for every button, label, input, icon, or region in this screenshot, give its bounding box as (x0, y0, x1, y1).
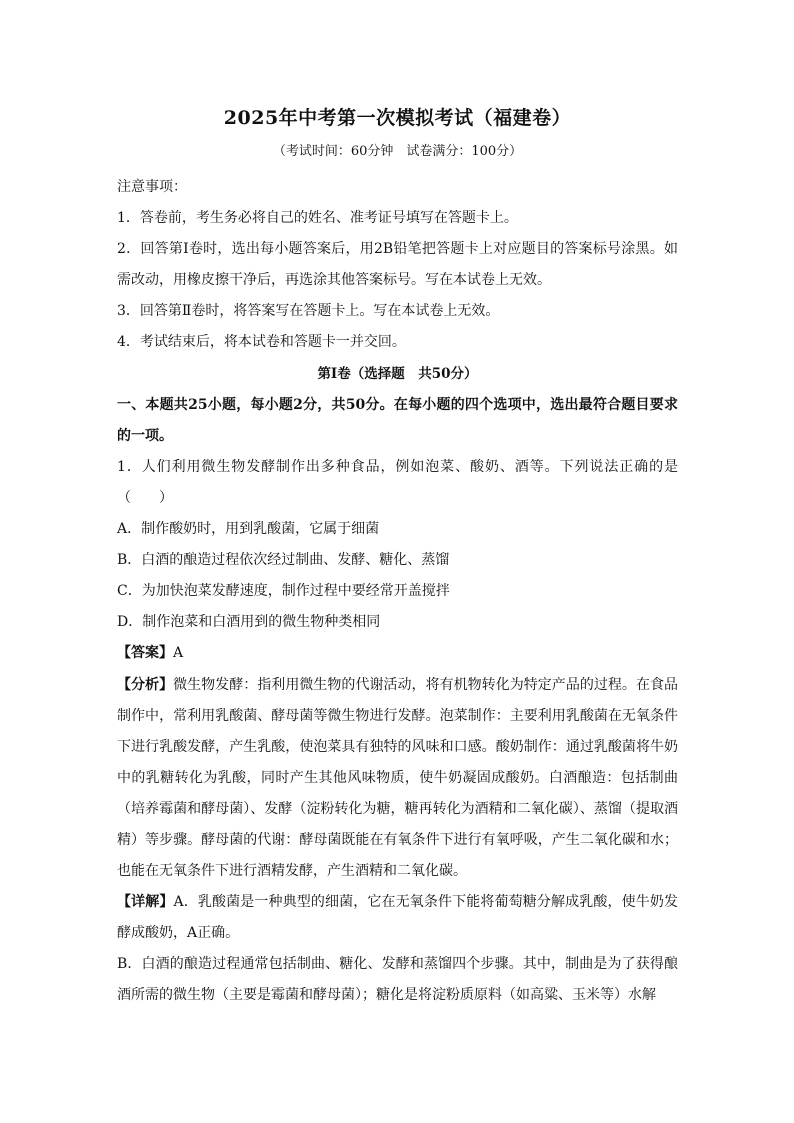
detail-paragraph-a (117, 887, 678, 949)
section-intro: 一、本题共25小题，每小题2分，共50分。在每小题的四个选项中，选出最符合题目要求的一项。 (117, 396, 678, 444)
note-item-3: 3．回答第Ⅱ卷时，将答案写在答题卡上。写在本试卷上无效。 (117, 303, 500, 320)
note-item-4: 4．考试结束后，将本试卷和答题卡一并交回。 (117, 334, 406, 351)
analysis-tag: 【分析】 (117, 676, 174, 693)
question-stem: 1．人们利用微生物发酵制作出多种食品，例如泡菜、酸奶、酒等。下列说法正确的是（ ） (117, 458, 678, 506)
analysis-paragraph (117, 670, 678, 888)
answer-line (117, 638, 678, 669)
detail-paragraph-b: B．白酒的酿造过程通常包括制曲、糖化、发酵和蒸馏四个步骤。其中，制曲是为了获得酿酒所需的微生物（主要是霉菌和酵母菌）；糖化是将淀粉质原料（如高粱、玉米等）水解 (117, 956, 678, 1004)
detail-a-text: A．乳酸菌是一种典型的细菌，它在无氧条件下能将葡萄糖分解成乳酸，使牛奶发酵成酸奶，A正确。 (117, 894, 679, 942)
note-item-2: 2．回答第Ⅰ卷时，选出每小题答案后，用2B铅笔把答题卡上对应题目的答案标号涂黑。如需改动，用橡皮擦干净后，再选涂其他答案标号。写在本试卷上无效。 (117, 241, 678, 289)
option-d: D．制作泡菜和白酒用到的微生物种类相同 (117, 614, 381, 631)
exam-subtitle: （考试时间：60分钟 试卷满分：100分） (272, 144, 523, 159)
exam-title: 2025年中考第一次模拟考试（福建卷） (223, 107, 572, 129)
option-c: C．为加快泡菜发酵速度，制作过程中要经常开盖搅拌 (117, 583, 450, 600)
option-a: A．制作酸奶时，用到乳酸菌，它属于细菌 (117, 521, 380, 538)
analysis-text: 微生物发酵：指利用微生物的代谢活动，将有机物转化为特定产品的过程。在食品制作中，常利用乳酸菌、酵母菌等微生物进行发酵。泡菜制作：主要利用乳酸菌在无氧条件下进行乳酸发酵，产生乳酸，使泡菜具有独特的风味和口感。酸奶制作：通过乳酸菌将牛奶中的乳糖转化为乳酸，同时产生其他风味物质，使牛奶凝固成酸奶。白酒酿造：包括制曲（培养霉菌和酵母菌）、发酵（淀粉转化为糖，糖再转化为酒精和二氧化碳）、蒸馏（提取酒精）等步骤。酵母菌的代谢：酵母菌既能在有氧条件下进行有氧呼吸，产生二氧化碳和水；也能在无氧条件下进行酒精发酵，产生酒精和二氧化碳。 (117, 676, 679, 880)
option-b: B．白酒的酿造过程依次经过制曲、发酵、糖化、蒸馏 (117, 552, 450, 569)
answer-value: A (173, 645, 184, 662)
notes-heading: 注意事项： (117, 179, 187, 195)
note-item-1: 1．答卷前，考生务必将自己的姓名、准考证号填写在答题卡上。 (117, 210, 518, 227)
detail-tag: 【详解】 (117, 894, 174, 911)
section-title: 第Ⅰ卷（选择题 共50分） (317, 365, 478, 382)
answer-tag: 【答案】 (117, 645, 173, 662)
